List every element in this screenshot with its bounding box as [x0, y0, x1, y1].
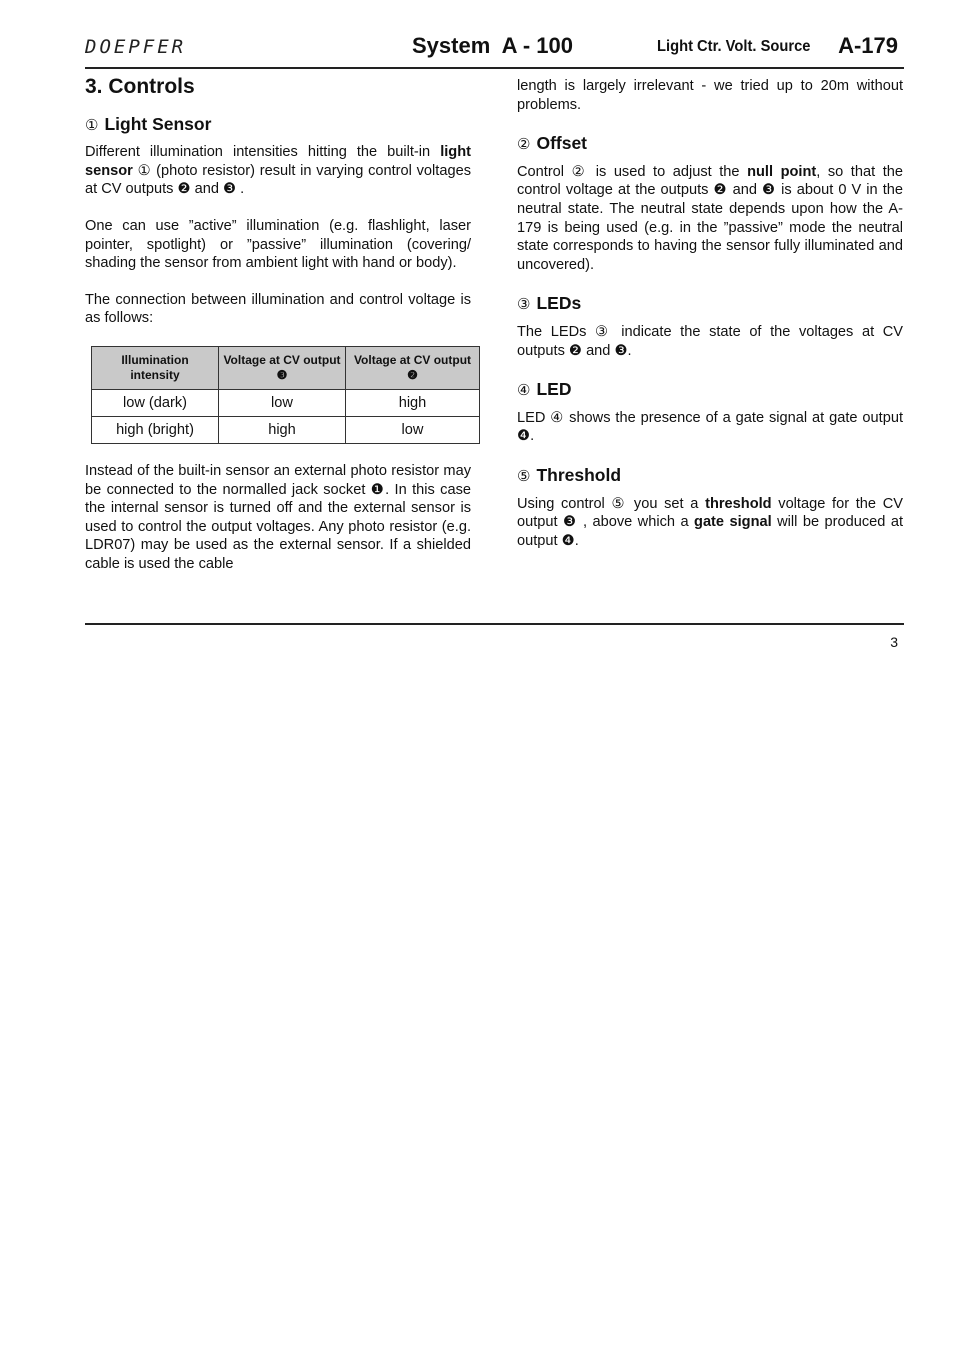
module-code: A-179 — [838, 33, 898, 58]
column-header: Illumination intensity — [92, 346, 219, 389]
column-header: Voltage at CV output ❸ — [219, 346, 346, 389]
subsection-light-sensor — [85, 115, 471, 136]
control-number-5: ⑤ — [517, 467, 531, 485]
paragraph: LED ④ shows the presence of a gate signal at gate output ❹. — [517, 409, 903, 445]
subsection-threshold — [517, 466, 903, 487]
subsection-title: Threshold — [536, 464, 622, 485]
table-cell: low (dark) — [92, 389, 219, 416]
table-cell: high — [346, 389, 480, 416]
paragraph: One can use ”active” illumination (e.g. flashlight, laser pointer, spotlight) or ”passive” illumination (covering/ shading the sensor from ambient light with hand or body). — [85, 217, 471, 272]
bold-term: light sensor — [85, 144, 471, 179]
bold-term: null point — [747, 163, 817, 180]
text-run: ① (photo resistor) result in varying control voltages at CV outputs ❷ and ❸ . — [85, 162, 471, 198]
subsection-led — [517, 380, 903, 401]
page-header — [85, 32, 904, 68]
text-run: Using control ⑤ you set a — [517, 495, 706, 512]
system-title: System A - 100 — [412, 33, 574, 58]
page-number: 3 — [890, 634, 898, 650]
paragraph: The connection between illumination and control voltage is as follows: — [85, 291, 471, 327]
section-title: 3. Controls — [85, 75, 195, 98]
subsection-title: LEDs — [536, 293, 582, 314]
table-row — [92, 389, 480, 416]
paragraph — [517, 163, 903, 275]
doepfer-logo: DOEPFER — [85, 36, 187, 58]
table-cell: high (bright) — [92, 416, 219, 443]
paragraph — [85, 143, 471, 199]
text-run: voltage for the CV output ❸ , above which a — [517, 495, 903, 531]
bold-term: threshold — [705, 495, 772, 512]
paragraph: The LEDs ③ indicate the state of the voltages at CV outputs ❷ and ❸. — [517, 323, 903, 359]
control-number-2: ② — [517, 136, 531, 154]
header-rule — [85, 67, 904, 69]
text-run: , so that the control voltage at the outputs ❷ and ❸ is about 0 V in the neutral state. The neutral state depends upon how the A-179 is being used (e.g. in the ”passive” mode the neutral state corresponds to having the sensor fully illuminated and uncovered). — [517, 163, 903, 273]
module-name: Light Ctr. Volt. Source — [657, 38, 811, 55]
table-cell: low — [219, 389, 346, 416]
paragraph: length is largely irrelevant - we tried up to 20m without problems. — [517, 78, 903, 113]
control-number-3: ③ — [517, 296, 531, 314]
subsection-title: Light Sensor — [104, 113, 212, 134]
table-header-row — [92, 346, 480, 389]
text-run: will be produced at output ❹. — [517, 514, 904, 549]
text-run: Control ② is used to adjust the — [517, 163, 748, 180]
subsection-offset — [517, 134, 903, 155]
control-number-4: ④ — [517, 382, 531, 400]
bold-term: gate signal — [694, 514, 772, 531]
left-column — [85, 76, 471, 592]
paragraph: Instead of the built-in sensor an external photo resistor may be connected to the normalled jack socket ❶. In this case the internal sensor is turned off and the external sensor is used to control the output voltages. Any photo resistor (e.g. LDR07) may be used as the external sensor. If a shielded cable is used the cable — [85, 462, 471, 572]
subsection-leds — [517, 294, 903, 315]
text-run: Different illumination intensities hitting the built-in — [85, 144, 441, 161]
footer-rule — [85, 623, 904, 625]
table-cell: low — [346, 416, 480, 443]
right-column — [517, 77, 903, 568]
subsection-title: LED — [536, 379, 572, 400]
subsection-title: Offset — [536, 133, 588, 154]
control-number-1: ① — [85, 116, 99, 134]
column-header: Voltage at CV output ❷ — [346, 346, 480, 389]
paragraph — [517, 495, 903, 551]
table-cell: high — [219, 416, 346, 443]
table-row — [92, 416, 480, 443]
illumination-voltage-table — [91, 346, 480, 444]
